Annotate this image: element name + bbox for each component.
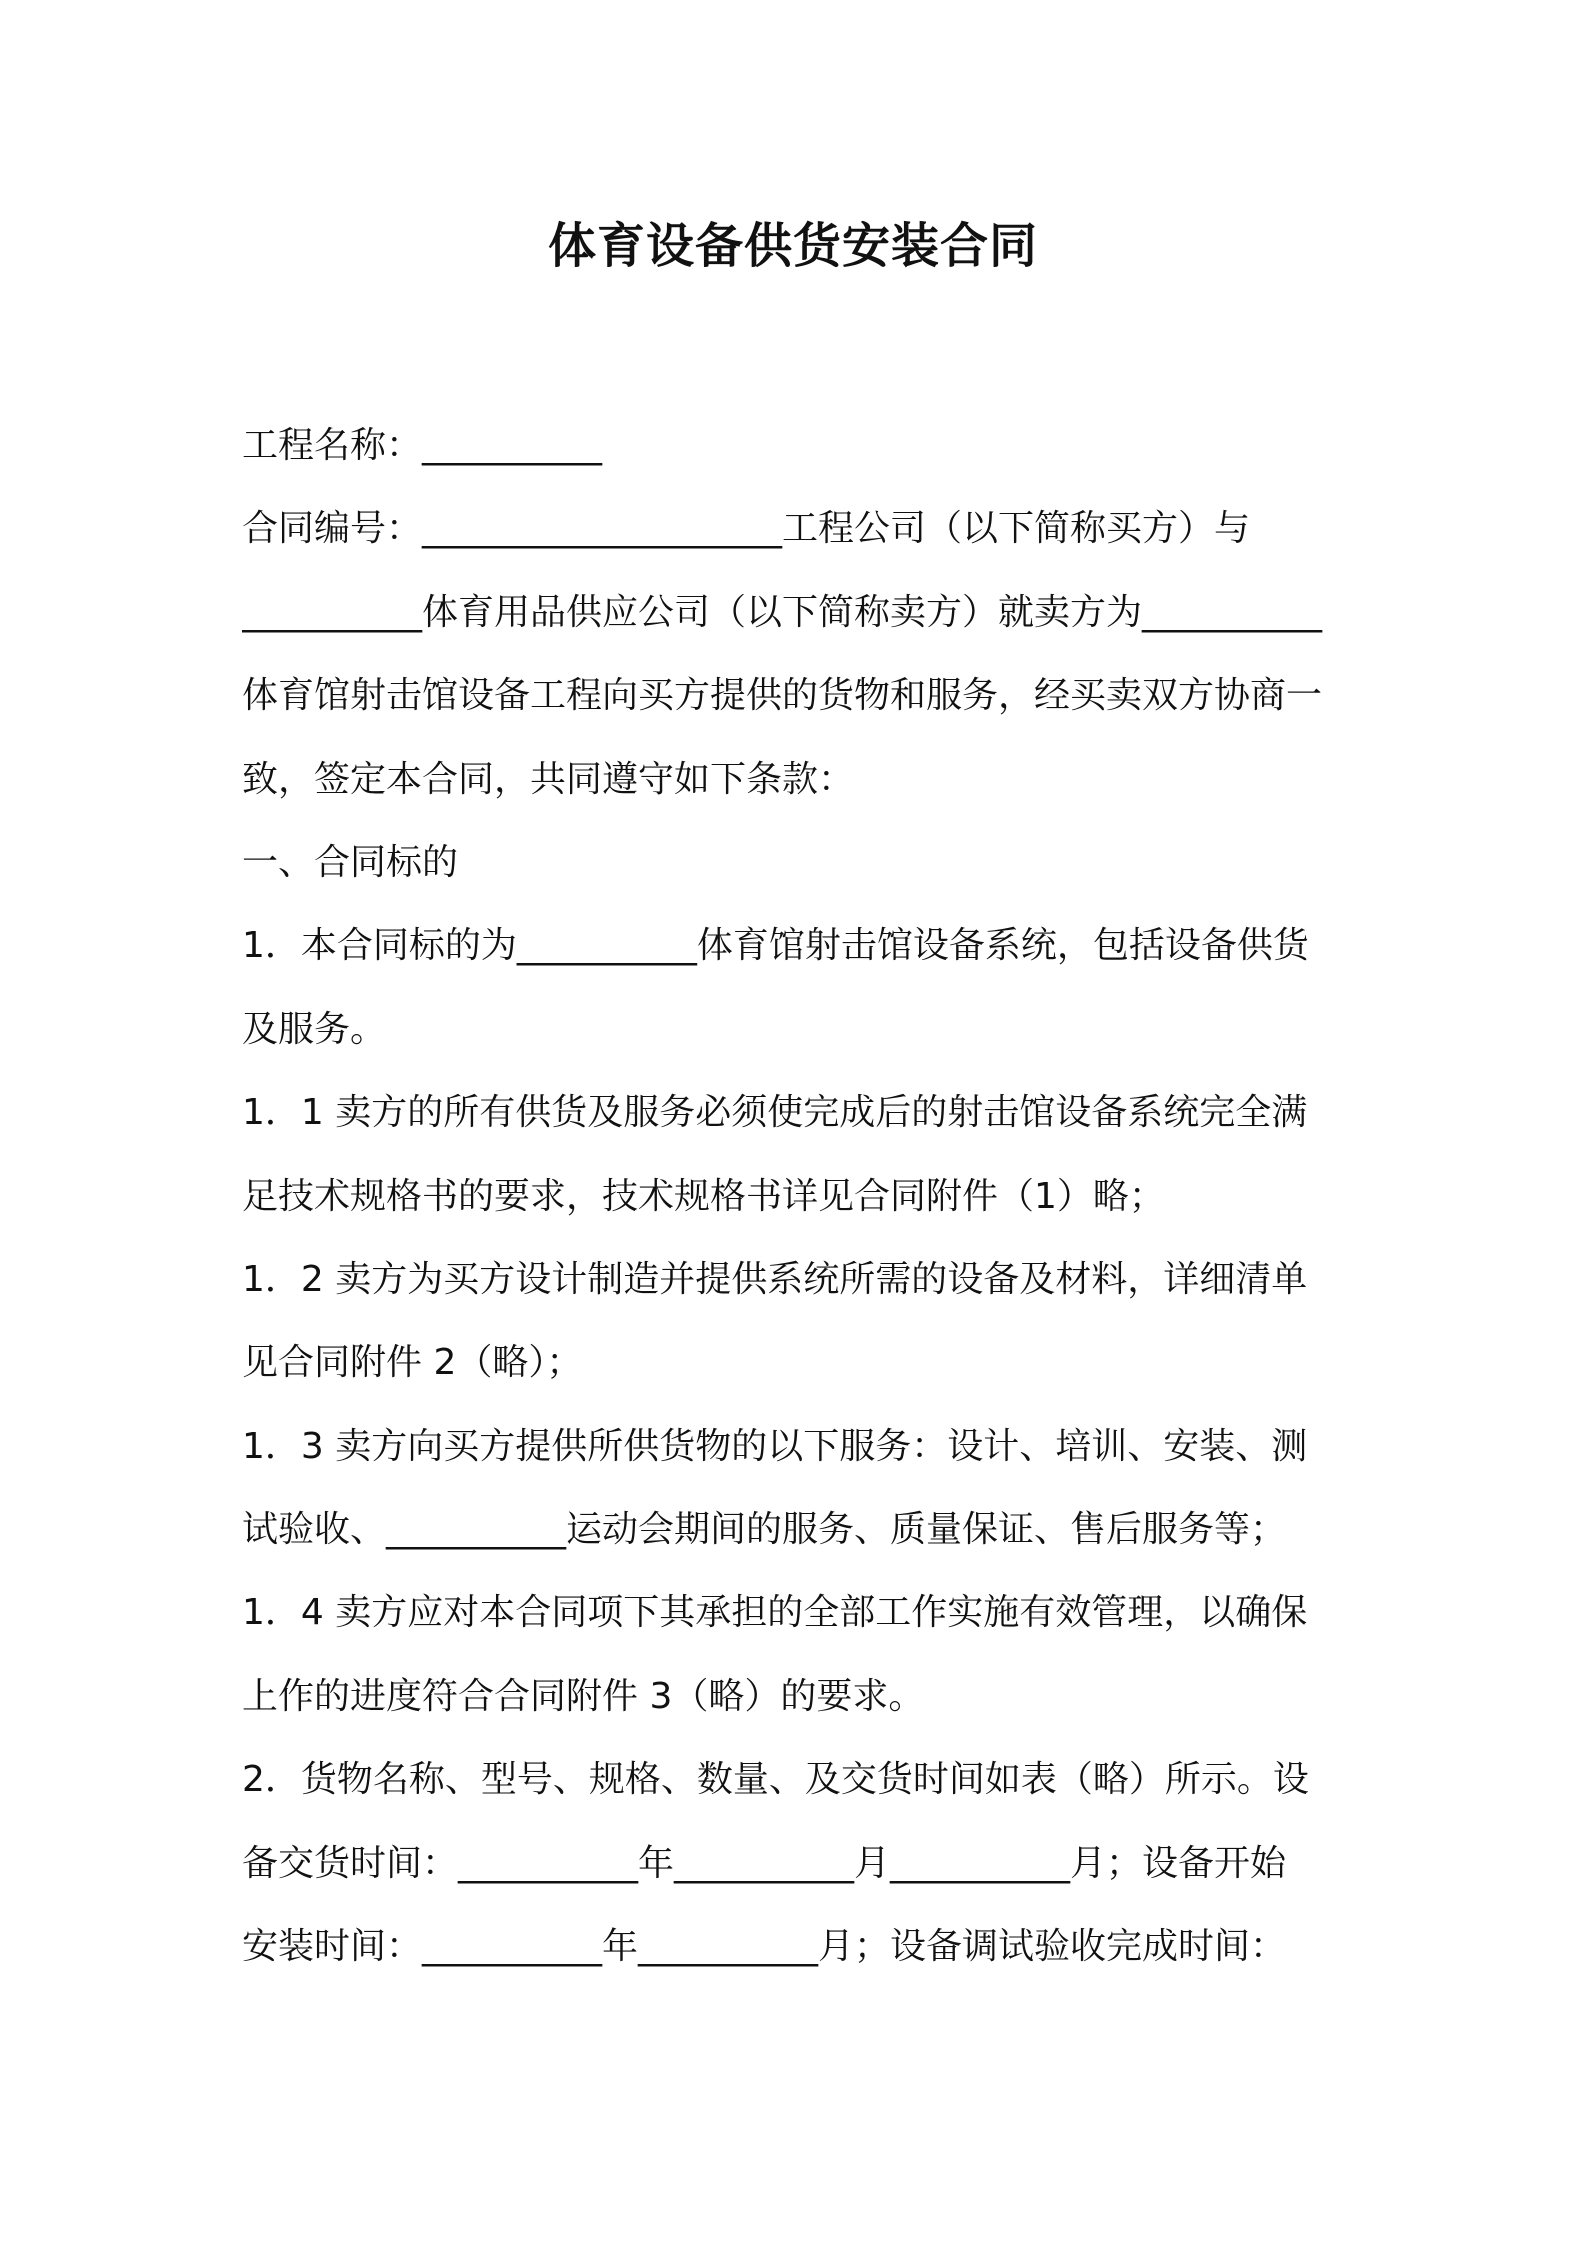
- clause-line: 备交货时间：__________年__________月__________月；设备开始: [242, 1842, 1287, 1884]
- clause-line: 试验收、__________运动会期间的服务、质量保证、售后服务等；: [242, 1509, 1287, 1551]
- clause-line: 1．4 卖方应对本合同项下其承担的全部工作实施有效管理，以确保: [242, 1592, 1308, 1634]
- parties-line: __________体育用品供应公司（以下简称卖方）就卖方为__________: [242, 591, 1323, 633]
- project-name-line: 工程名称：__________: [242, 425, 603, 466]
- clause-line: 2．货物名称、型号、规格、数量、及交货时间如表（略）所示。设: [242, 1759, 1309, 1801]
- contract-number-line: 合同编号：____________________工程公司（以下简称买方）与: [242, 508, 1251, 550]
- clause-line: 安装时间：__________年__________月；设备调试验收完成时间：: [242, 1926, 1287, 1968]
- clause-line: 1．2 卖方为买方设计制造并提供系统所需的设备及材料，详细清单: [242, 1258, 1308, 1300]
- clause-line: 及服务。: [242, 1008, 387, 1050]
- clause-line: 1．1 卖方的所有供货及服务必须使完成后的射击馆设备系统完全满: [242, 1092, 1308, 1134]
- contract-body: [242, 404, 1352, 1988]
- intro-text-line: 体育馆射击馆设备工程向买方提供的货物和服务，经买卖双方协商一: [242, 675, 1323, 717]
- section-heading: 一、合同标的: [242, 841, 459, 883]
- clause-line: 1．本合同标的为__________体育馆射击馆设备系统，包括设备供货: [242, 925, 1309, 967]
- clause-line: 1．3 卖方向买方提供所供货物的以下服务：设计、培训、安装、测: [242, 1425, 1308, 1467]
- contract-title: 体育设备供货安装合同: [547, 218, 1038, 274]
- clause-line: 足技术规格书的要求，技术规格书详见合同附件（1）略；: [242, 1175, 1165, 1217]
- clause-line: 上作的进度符合合同附件 3（略）的要求。: [242, 1675, 925, 1717]
- intro-text-line: 致，签定本合同，共同遵守如下条款：: [242, 758, 855, 800]
- clause-line: 见合同附件 2（略）；: [242, 1342, 583, 1384]
